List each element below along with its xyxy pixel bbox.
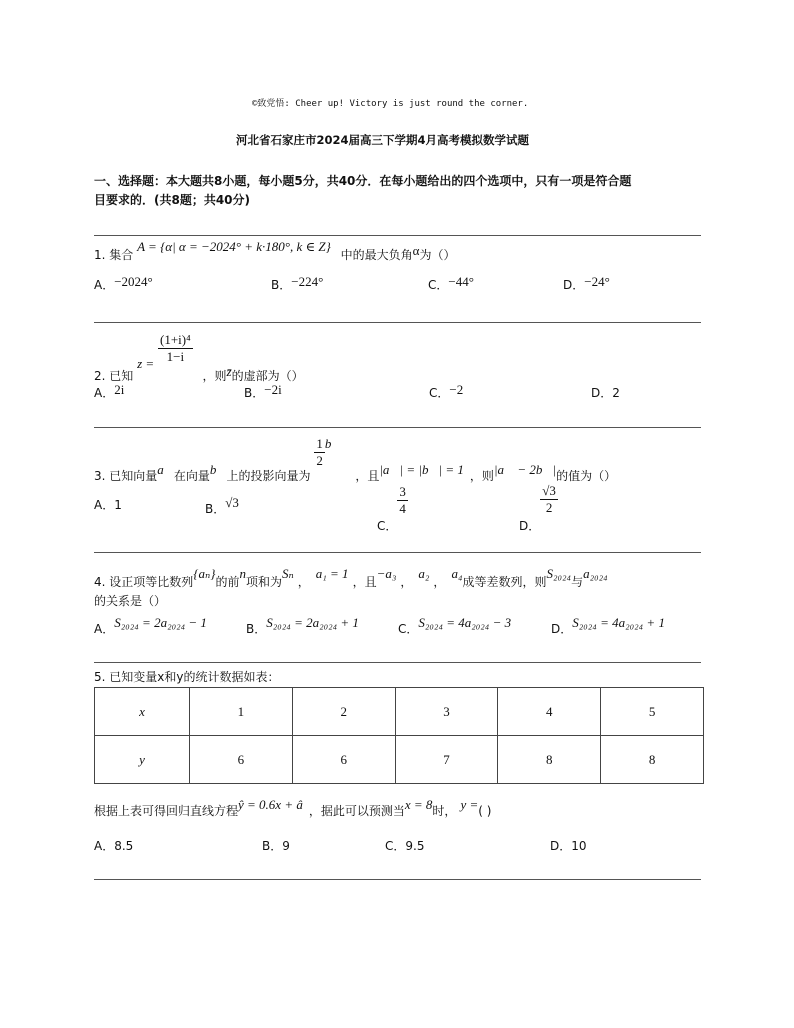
question-2-stem bbox=[94, 332, 304, 383]
q5-option-c[interactable]: C．9.5 bbox=[385, 839, 425, 853]
question-5-stem: 5. 已知变量x和y的统计数据如表： bbox=[94, 670, 280, 684]
q4-option-c[interactable]: C．S₂₀₂₄ = 4a₂₀₂₄ − 3 bbox=[398, 615, 512, 636]
q4-option-a[interactable]: A．S₂₀₂₄ = 2a₂₀₂₄ − 1 bbox=[94, 615, 207, 636]
q2-fraction: $\frac{\text{(1+i)⁴}}{1-i}$ bbox=[160, 332, 191, 364]
q3-condition: |a⃗| = |b⃗| = 1 bbox=[379, 462, 464, 477]
q3-option-a[interactable]: A．1 bbox=[94, 498, 122, 512]
table-row bbox=[95, 736, 704, 784]
q3-option-b[interactable]: B．√3 bbox=[205, 495, 239, 516]
q1-option-a[interactable]: A．−2024° bbox=[94, 274, 153, 292]
q4-stem-line2: 的关系是（） bbox=[94, 594, 167, 608]
q5-option-a[interactable]: A．8.5 bbox=[94, 839, 134, 853]
question-1-stem bbox=[94, 239, 456, 263]
q2-option-c[interactable]: C．−2 bbox=[429, 382, 464, 400]
divider bbox=[94, 427, 701, 428]
table-cell: 8 bbox=[601, 736, 704, 784]
question-3-stem: 3. 已知向量a⃗在向量b⃗上的投影向量为 $\frac{1}{2}$ b⃗ ，且|a⃗| = |b⃗| = 1 ，则|a⃗ − 2b⃗|的值为（） bbox=[94, 436, 617, 483]
q2-tail: 的虚部为（） bbox=[231, 369, 304, 383]
q5-option-b[interactable]: B．9 bbox=[262, 839, 290, 853]
q2-mid: ，则 bbox=[202, 369, 227, 383]
q1-option-c[interactable]: C．−44° bbox=[428, 274, 474, 292]
q1-tail: 为（） bbox=[419, 248, 456, 262]
divider bbox=[94, 552, 701, 553]
q3-option-c[interactable]: C． $\frac{3}{4}$ bbox=[377, 484, 406, 533]
table-cell: 6 bbox=[292, 736, 395, 784]
q3-projection-fraction: $\frac{1}{2}$ bbox=[316, 436, 323, 468]
table-cell: y bbox=[95, 736, 190, 784]
divider bbox=[94, 879, 701, 880]
q1-option-d[interactable]: D．−24° bbox=[563, 274, 610, 292]
q2-lhs: z = bbox=[137, 356, 155, 371]
table-cell: 5 bbox=[601, 688, 704, 736]
statistics-table bbox=[94, 687, 704, 784]
q1-set: A = {α| α = −2024° + k·180°, k ∈ Z} bbox=[137, 239, 331, 254]
table-cell: 8 bbox=[498, 736, 601, 784]
q3-option-d[interactable]: D． $\frac{√3}{2}$ bbox=[519, 483, 556, 533]
table-cell: 6 bbox=[190, 736, 293, 784]
q2-option-b[interactable]: B．−2i bbox=[244, 382, 282, 400]
regression-equation: ŷ = 0.6x + â bbox=[238, 797, 303, 812]
table-cell: 1 bbox=[190, 688, 293, 736]
q1-suffix: 中的最大负角 bbox=[340, 248, 413, 262]
slogan: ©致党悟: Cheer up! Victory is just round the corner. bbox=[252, 99, 529, 109]
q1-prefix: 1. 集合 bbox=[94, 248, 134, 262]
q2-option-d[interactable]: D．2 bbox=[591, 386, 620, 400]
section-heading-line1: 一、选择题：本大题共8小题，每小题5分，共40分．在每小题给出的四个选项中，只有一项是符合题 bbox=[94, 174, 632, 188]
section-heading-line2: 目要求的．(共8题；共40分) bbox=[94, 193, 251, 207]
vector-b: b⃗ bbox=[209, 462, 227, 477]
divider bbox=[94, 662, 701, 663]
q1-option-b[interactable]: B．−224° bbox=[271, 274, 324, 292]
q4-option-d[interactable]: D．S₂₀₂₄ = 4a₂₀₂₄ + 1 bbox=[551, 615, 665, 636]
table-cell: x bbox=[95, 688, 190, 736]
vector-a: a⃗ bbox=[157, 462, 174, 477]
q2-zbar: z̄ bbox=[226, 364, 232, 379]
divider bbox=[94, 322, 701, 323]
q2-prefix: 2. 已知 bbox=[94, 369, 134, 383]
q3-expression: |a⃗ − 2b⃗| bbox=[493, 462, 557, 477]
table-row bbox=[95, 688, 704, 736]
table-cell: 3 bbox=[395, 688, 498, 736]
table-cell: 4 bbox=[498, 688, 601, 736]
q2-option-a[interactable]: A．2i bbox=[94, 382, 125, 400]
question-4-stem: 4. 设正项等比数列{aₙ}的前n项和为Sₙ，a₁ = 1，且−a₃，a₂，a₄成等差数列，则S₂₀₂₄与a₂₀₂₄ bbox=[94, 566, 608, 589]
table-cell: 7 bbox=[395, 736, 498, 784]
q5-option-d[interactable]: D．10 bbox=[550, 839, 587, 853]
q1-alpha: α bbox=[412, 243, 420, 258]
q4-option-b[interactable]: B．S₂₀₂₄ = 2a₂₀₂₄ + 1 bbox=[246, 615, 359, 636]
q5-stem-line2: 根据上表可得回归直线方程ŷ = 0.6x + â ，据此可以预测当x = 8时， y =( ) bbox=[94, 797, 492, 818]
page-title: 河北省石家庄市2024届高三下学期4月高考模拟数学试题 bbox=[236, 133, 530, 147]
table-cell: 2 bbox=[292, 688, 395, 736]
q4-sequence: {aₙ} bbox=[193, 566, 216, 581]
divider bbox=[94, 235, 701, 236]
